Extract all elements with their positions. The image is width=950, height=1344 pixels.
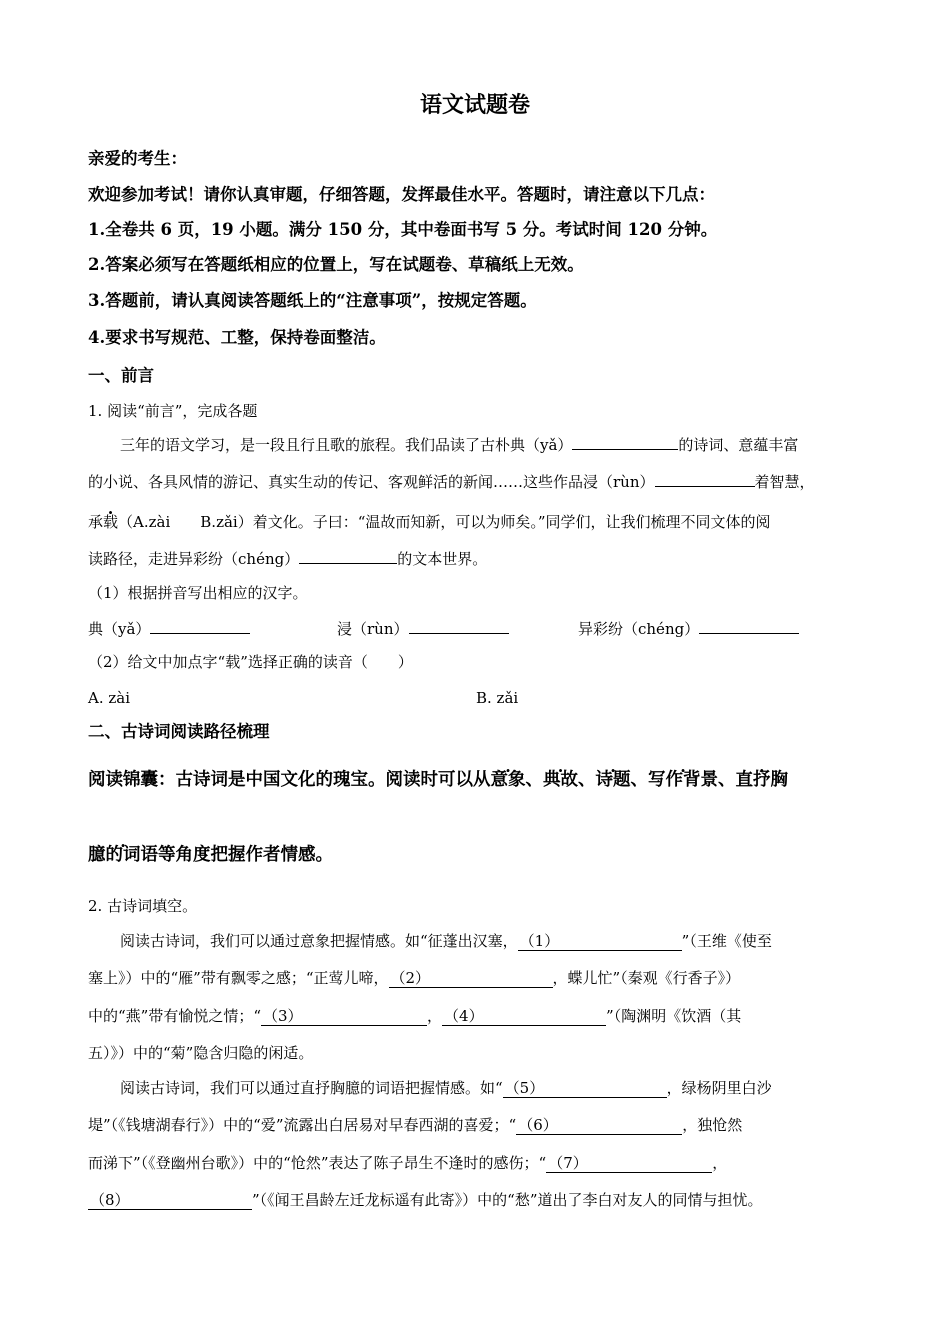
poem-line-6: 堤”（《钱塘湖春行》）中的“爱”流露出白居易对早春西湖的喜爱；“ （6） ，独怆然 — [88, 1116, 743, 1134]
poem-line-3: 中的“燕”带有愉悦之情；“ （3） ， （4） ”（陶渊明《饮酒（其 — [88, 1007, 742, 1025]
poem-line-8: （8） ”（《闻王昌龄左迁龙标遥有此寄》）中的“愁”道出了李白对友人的同情与担忧。 — [90, 1191, 763, 1209]
question-2: 2. 古诗词填空。 — [88, 897, 198, 915]
blank-7[interactable]: （7） — [546, 1155, 712, 1173]
option-b[interactable]: B. zǎi — [476, 689, 519, 707]
option-a[interactable]: A. zài — [88, 689, 131, 707]
blank-6[interactable]: （6） — [516, 1117, 682, 1135]
fill-run: 浸（rùn） — [337, 618, 509, 639]
poem-line-2: 塞上》）中的“雁”带有飘零之感；“正莺儿啼， （2） ，蝶儿忙”（秦观《行香子》） — [88, 969, 741, 987]
poem-line-7: 而涕下”（《登幽州台歌》）中的“怆然”表达了陈子昂生不逢时的感伤；“ （7） ， — [88, 1154, 728, 1172]
blank-8[interactable]: （8） — [88, 1192, 252, 1210]
sub-question-1: （1）根据拼音写出相应的汉字。 — [88, 584, 308, 602]
question-1: 1. 阅读“前言”，完成各题 — [88, 402, 258, 420]
blank-run[interactable] — [655, 471, 755, 487]
emphasis-diangu: 典故 — [543, 770, 578, 790]
rule-3: 3.答题前，请认真阅读答题纸上的“注意事项”，按规定答题。 — [88, 291, 537, 310]
passage-line-1: 三年的语文学习，是一段且行且歌的旅程。我们品读了古朴典（yǎ） 的诗词、意蕴丰富 — [120, 436, 799, 454]
answer-blank-ya[interactable] — [150, 618, 250, 634]
passage-line-4: 读路径，走进异彩纷（chéng） 的文本世界。 — [88, 550, 488, 568]
passage-line-2: 的小说、各具风情的游记、真实生动的传记、客观鲜活的新闻……这些作品浸（rùn） 着智慧， — [88, 473, 815, 491]
poem-line-5: 阅读古诗词，我们可以通过直抒胸臆的词语把握情感。如“ （5） ，绿杨阴里白沙 — [120, 1079, 772, 1097]
emphasis-yixiang: 意象 — [490, 770, 526, 790]
blank-1[interactable]: （1） — [518, 933, 682, 951]
poem-line-1: 阅读古诗词，我们可以通过意象把握情感。如“征蓬出汉塞， （1） ”（王维《使至 — [120, 932, 772, 950]
section1-heading: 一、前言 — [88, 366, 154, 385]
greeting: 亲爱的考生： — [88, 149, 187, 168]
reading-tip-line-2: 臆的词语等角度把握作者情感。 — [88, 845, 333, 865]
emphasis-shiti: 诗题 — [595, 770, 631, 790]
section2-heading: 二、古诗词阅读路径梳理 — [88, 722, 270, 741]
welcome-text: 欢迎参加考试！请你认真审题，仔细答题，发挥最佳水平。答题时，请注意以下几点： — [88, 185, 715, 204]
rule-2: 2.答案必须写在答题纸相应的位置上，写在试题卷、草稿纸上无效。 — [88, 255, 584, 274]
blank-5[interactable]: （5） — [503, 1080, 667, 1098]
blank-ya[interactable] — [572, 434, 678, 450]
poem-line-4: 五）》）中的“菊”隐含归隐的闲适。 — [88, 1044, 314, 1062]
emphasis-yideciyu: 臆的词语 — [88, 845, 158, 865]
rule-1: 1.全卷共 6 页，19 小题。满分 150 分，其中卷面书写 5 分。考试时间 120 分钟。 — [88, 220, 718, 239]
reading-tip-line-1: 阅读锦囊：古诗词是中国文化的瑰宝。阅读时可以从意象、典故、诗题、写作背景、直抒胸 — [88, 770, 788, 790]
blank-2[interactable]: （2） — [389, 970, 553, 988]
page-title: 语文试题卷 — [419, 92, 530, 118]
emphasis-xiezuobeijing: 写作背景 — [648, 770, 718, 790]
fill-ya: 典（yǎ） — [88, 618, 250, 639]
emphasis-zhishuxiong: 直抒胸 — [735, 770, 788, 790]
blank-3[interactable]: （3） — [261, 1008, 427, 1026]
blank-4[interactable]: （4） — [442, 1008, 606, 1026]
rule-4: 4.要求书写规范、工整，保持卷面整洁。 — [88, 328, 386, 347]
answer-blank-run[interactable] — [409, 618, 509, 634]
fill-cheng: 异彩纷（chéng） — [578, 618, 799, 639]
dotted-char-zai: 载 — [103, 513, 119, 531]
sub-question-2: （2）给文中加点字“载”选择正确的读音（ ） — [88, 653, 413, 671]
passage-line-3: 承载（A.zài B.zǎi）着文化。子曰：“温故而知新，可以为师矣。”同学们，让我们梳理不同文体的阅 — [88, 513, 771, 531]
blank-cheng[interactable] — [299, 548, 397, 564]
answer-blank-cheng[interactable] — [699, 618, 799, 634]
